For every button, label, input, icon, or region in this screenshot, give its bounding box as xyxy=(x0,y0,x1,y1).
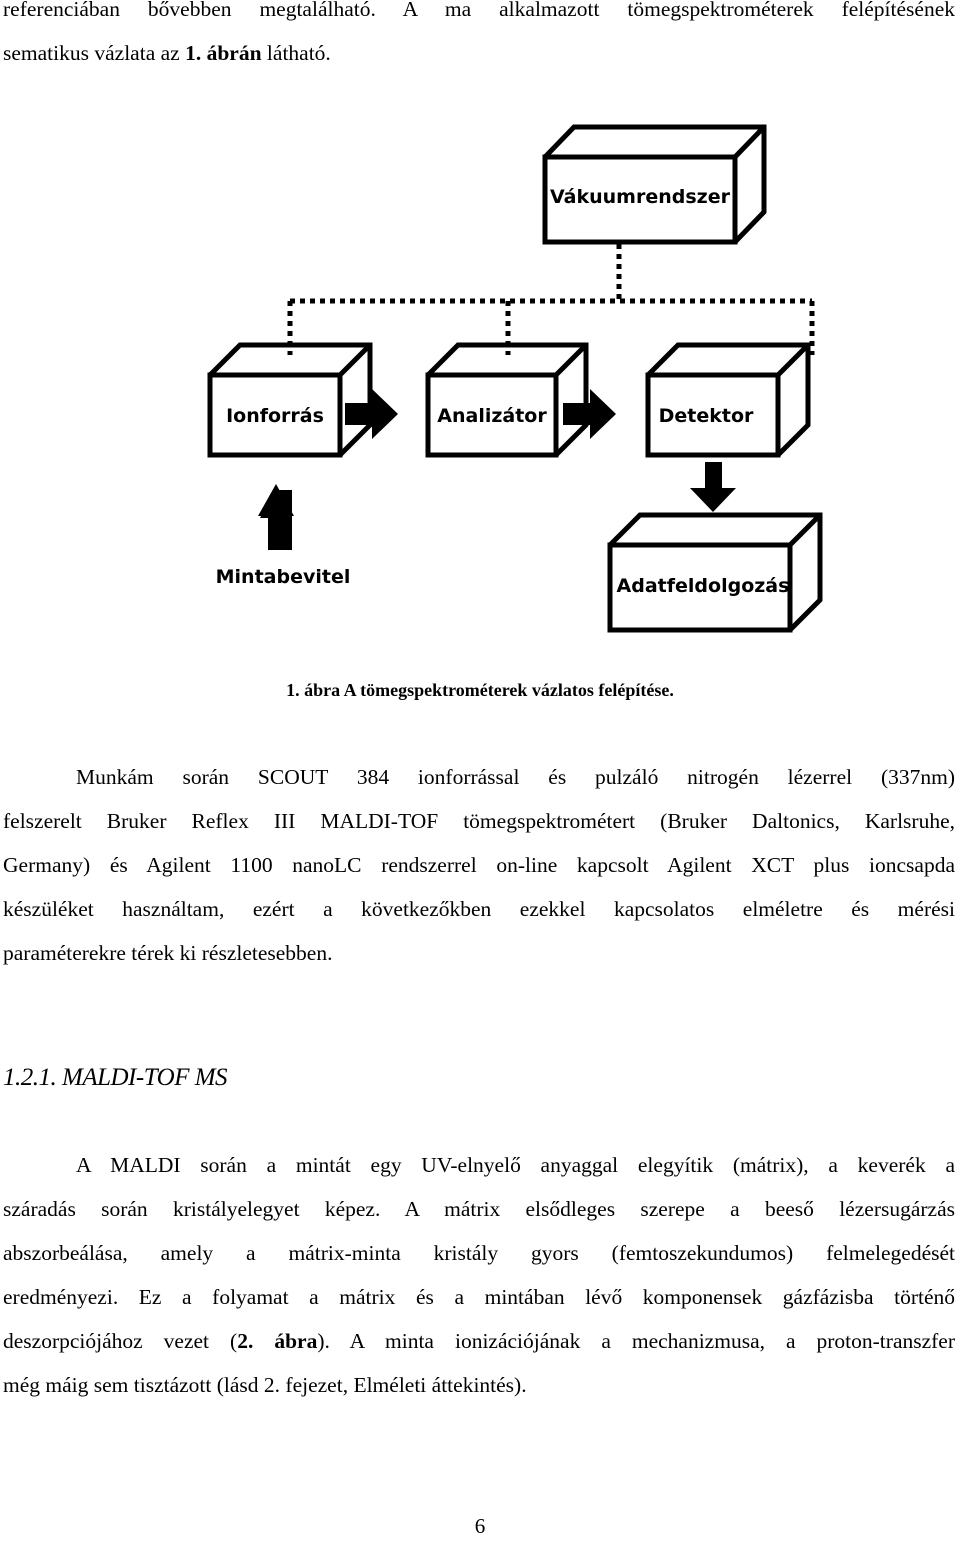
intro-text: sematikus vázlata az xyxy=(3,41,186,65)
intro-text-end: látható. xyxy=(261,41,331,65)
para1-line-3: Germany) és Agilent 1100 nanoLC rendszerrel on-line kapcsolt Agilent XCT plus ioncsapda xyxy=(3,853,955,877)
detector-label: Detektor xyxy=(658,405,754,427)
para2-line-6: még máig sem tisztázott (lásd 2. fejezet, Elméleti áttekintés). xyxy=(3,1373,527,1397)
source-label: Ionforrás xyxy=(226,405,324,427)
para2-text-end: ). A minta ionizációjának a mechanizmusa, a proton-transzfer xyxy=(317,1329,956,1353)
section-heading: 1.2.1. MALDI-TOF MS xyxy=(3,1064,228,1091)
sample-input-label: Mintabevitel xyxy=(215,566,351,588)
intro-line-1: referenciában bővebben megtalálható. A ma alkalmazott tömegspektrométerek felépítésének xyxy=(3,0,955,21)
vacuum-label: Vákuumrendszer xyxy=(550,186,730,208)
figure-caption: 1. ábra A tömegspektrométerek vázlatos felépítése. xyxy=(286,680,674,700)
para2-line-2: száradás során kristályelegyet képez. A mátrix elsődleges szerepe a beeső lézersugárzás xyxy=(3,1197,955,1221)
analyzer-label: Analizátor xyxy=(437,405,547,427)
vacuum-connections xyxy=(290,244,812,355)
para1-line-5: paraméterekre térek ki részletesebben. xyxy=(3,941,333,965)
page-number: 6 xyxy=(474,1514,486,1538)
para1-line-4: készüléket használtam, ezért a következőkben ezekkel kapcsolatos elméletre és mérési xyxy=(3,897,955,921)
para1-line-2: felszerelt Bruker Reflex III MALDI-TOF tömegspektrométert (Bruker Daltonics, Karlsruhe, xyxy=(3,809,955,833)
para2-line-3: abszorbeálása, amely a mátrix-minta kristály gyors (femtoszekundumos) felmelegedését xyxy=(3,1241,955,1265)
para2-line-5 xyxy=(3,1326,955,1356)
figure-reference: 1. ábrán xyxy=(185,41,262,65)
arrow-right-icon xyxy=(563,389,616,439)
analyzer-box xyxy=(428,345,586,455)
detector-box xyxy=(648,345,808,455)
para1-line-1: Munkám során SCOUT 384 ionforrással és pulzáló nitrogén lézerrel (337nm) xyxy=(76,765,955,789)
para2-text: deszorpciójához vezet ( xyxy=(3,1329,238,1353)
data-processing-label: Adatfeldolgozás xyxy=(616,575,790,597)
source-box xyxy=(210,345,370,455)
mass-spectrometer-diagram xyxy=(0,100,960,645)
data-processing-box xyxy=(610,515,820,630)
figure-reference: 2. ábra xyxy=(237,1329,318,1353)
intro-line-2 xyxy=(3,38,955,68)
arrow-down-icon xyxy=(690,462,736,512)
vacuum-box xyxy=(545,127,764,242)
para2-line-4: eredményezi. Ez a folyamat a mátrix és a mintában lévő komponensek gázfázisba történő xyxy=(3,1285,955,1309)
para2-line-1: A MALDI során a mintát egy UV-elnyelő anyaggal elegyítik (mátrix), a keverék a xyxy=(76,1153,955,1177)
